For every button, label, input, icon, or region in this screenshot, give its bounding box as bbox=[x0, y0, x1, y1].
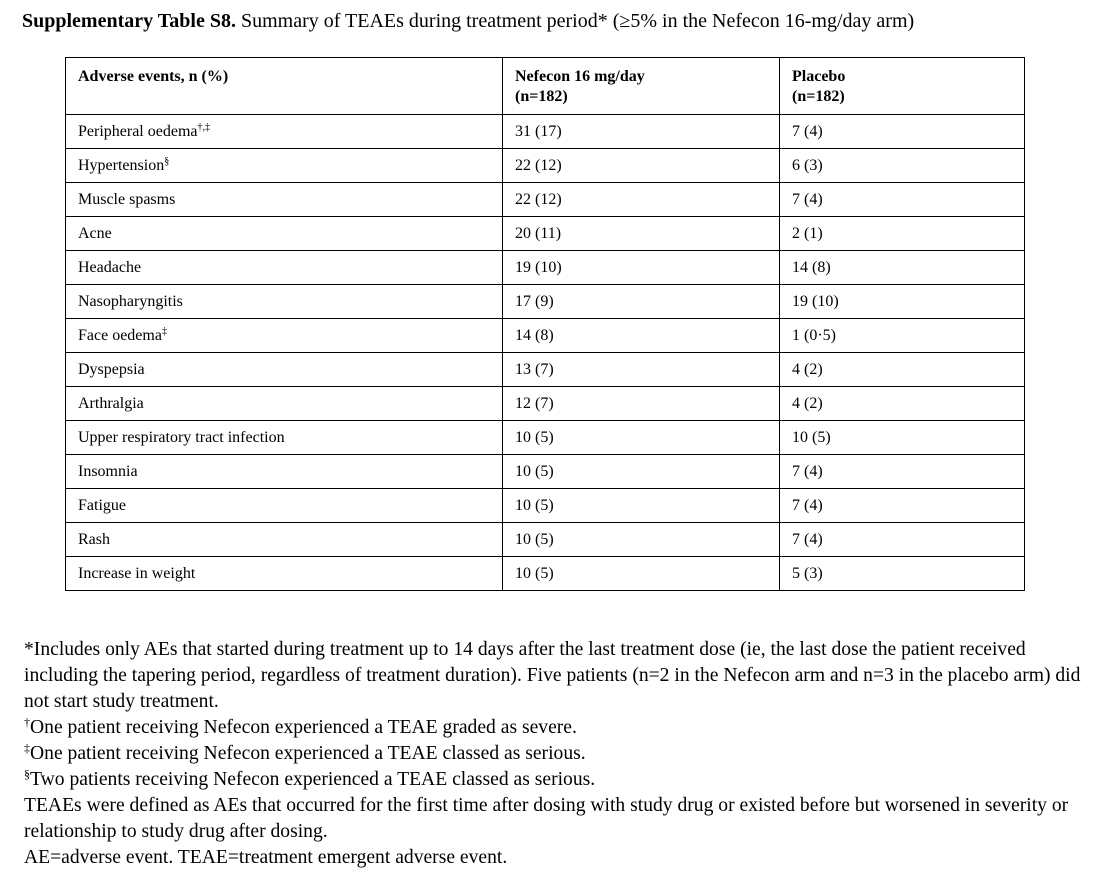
caption-text: Summary of TEAEs during treatment period* (≥5% in the Nefecon 16-mg/day arm) bbox=[235, 10, 915, 32]
cell-adverse-event bbox=[66, 251, 503, 285]
adverse-event-name: Insomnia bbox=[78, 462, 138, 480]
table-row bbox=[66, 285, 1025, 319]
cell-placebo-count: 4 (2) bbox=[780, 387, 1025, 421]
cell-placebo-count: 4 (2) bbox=[780, 353, 1025, 387]
cell-nefecon-count: 17 (9) bbox=[503, 285, 780, 319]
footnote-text: AE=adverse event. TEAE=treatment emergent adverse event. bbox=[24, 847, 508, 868]
cell-nefecon-count: 19 (10) bbox=[503, 251, 780, 285]
header-adverse-events-label: Adverse events, n (%) bbox=[78, 68, 229, 85]
cell-adverse-event bbox=[66, 217, 503, 251]
adverse-event-name: Acne bbox=[78, 224, 112, 242]
footnote bbox=[24, 637, 1084, 715]
cell-adverse-event bbox=[66, 319, 503, 353]
footnote bbox=[24, 845, 1084, 871]
header-nefecon-label: Nefecon 16 mg/day bbox=[515, 68, 645, 85]
adverse-event-name: Upper respiratory tract infection bbox=[78, 428, 285, 446]
cell-placebo-count: 7 (4) bbox=[780, 115, 1025, 149]
cell-adverse-event bbox=[66, 149, 503, 183]
cell-nefecon-count: 10 (5) bbox=[503, 421, 780, 455]
adverse-event-name: Headache bbox=[78, 258, 142, 276]
footnote bbox=[24, 793, 1084, 845]
adverse-event-name: Fatigue bbox=[78, 496, 126, 514]
table-row bbox=[66, 217, 1025, 251]
cell-placebo-count: 7 (4) bbox=[780, 489, 1025, 523]
caption-label: Supplementary Table S8. bbox=[22, 10, 236, 32]
cell-nefecon-count: 10 (5) bbox=[503, 557, 780, 591]
header-nefecon-n: (n=182) bbox=[515, 88, 568, 105]
cell-nefecon-count: 14 (8) bbox=[503, 319, 780, 353]
cell-adverse-event bbox=[66, 115, 503, 149]
table-row bbox=[66, 251, 1025, 285]
table-row bbox=[66, 353, 1025, 387]
footnote-symbol: † bbox=[24, 715, 30, 729]
cell-placebo-count: 14 (8) bbox=[780, 251, 1025, 285]
footnote-text: TEAEs were defined as AEs that occurred for the first time after dosing with study drug or existed before but worsened in severity or relationship to study drug after dosing. bbox=[24, 795, 1069, 842]
header-placebo-n: (n=182) bbox=[792, 88, 845, 105]
table-row bbox=[66, 489, 1025, 523]
cell-adverse-event bbox=[66, 421, 503, 455]
table-row bbox=[66, 387, 1025, 421]
header-adverse-events bbox=[66, 58, 503, 115]
adverse-event-name: Muscle spasms bbox=[78, 190, 176, 208]
footnote-marker: ‡ bbox=[161, 325, 167, 337]
table-row bbox=[66, 115, 1025, 149]
cell-adverse-event bbox=[66, 557, 503, 591]
cell-nefecon-count: 31 (17) bbox=[503, 115, 780, 149]
footnote-marker: § bbox=[164, 155, 170, 167]
footnote-text: *Includes only AEs that started during treatment up to 14 days after the last treatment dose (ie, the last dose the patient received including the tapering period, regardless of treatment duration). Five patients (n=2 in the Nefecon arm and n=3 in the placebo arm) did not start study treatment. bbox=[24, 639, 1081, 712]
footnote-text: One patient receiving Nefecon experienced a TEAE graded as severe. bbox=[30, 717, 577, 738]
cell-placebo-count: 5 (3) bbox=[780, 557, 1025, 591]
footnote-text: Two patients receiving Nefecon experienced a TEAE classed as serious. bbox=[30, 769, 596, 790]
footnote-symbol: § bbox=[24, 767, 30, 781]
cell-placebo-count: 19 (10) bbox=[780, 285, 1025, 319]
cell-placebo-count: 7 (4) bbox=[780, 455, 1025, 489]
cell-adverse-event bbox=[66, 523, 503, 557]
cell-nefecon-count: 22 (12) bbox=[503, 149, 780, 183]
adverse-event-name: Peripheral oedema bbox=[78, 122, 198, 140]
cell-nefecon-count: 10 (5) bbox=[503, 523, 780, 557]
footnote-text: One patient receiving Nefecon experienced a TEAE classed as serious. bbox=[30, 743, 586, 764]
cell-placebo-count: 10 (5) bbox=[780, 421, 1025, 455]
adverse-event-name: Rash bbox=[78, 530, 110, 548]
table-row bbox=[66, 319, 1025, 353]
table-row bbox=[66, 557, 1025, 591]
cell-adverse-event bbox=[66, 353, 503, 387]
table-row bbox=[66, 183, 1025, 217]
footnote bbox=[24, 741, 1084, 767]
adverse-event-name: Arthralgia bbox=[78, 394, 144, 412]
table-body bbox=[66, 115, 1025, 591]
adverse-event-name: Hypertension bbox=[78, 156, 165, 174]
cell-placebo-count: 1 (0·5) bbox=[780, 319, 1025, 353]
cell-nefecon-count: 10 (5) bbox=[503, 489, 780, 523]
cell-nefecon-count: 22 (12) bbox=[503, 183, 780, 217]
cell-placebo-count: 6 (3) bbox=[780, 149, 1025, 183]
cell-adverse-event bbox=[66, 489, 503, 523]
footnote-marker: †,‡ bbox=[197, 121, 210, 133]
cell-nefecon-count: 20 (11) bbox=[503, 217, 780, 251]
footnote bbox=[24, 715, 1084, 741]
cell-adverse-event bbox=[66, 183, 503, 217]
cell-adverse-event bbox=[66, 387, 503, 421]
cell-placebo-count: 2 (1) bbox=[780, 217, 1025, 251]
adverse-event-name: Dyspepsia bbox=[78, 360, 145, 378]
teae-table bbox=[65, 57, 1025, 591]
cell-nefecon-count: 13 (7) bbox=[503, 353, 780, 387]
cell-nefecon-count: 10 (5) bbox=[503, 455, 780, 489]
footnote bbox=[24, 767, 1084, 793]
adverse-event-name: Increase in weight bbox=[78, 564, 196, 582]
cell-adverse-event bbox=[66, 285, 503, 319]
header-row bbox=[66, 58, 1025, 115]
footnote-symbol: ‡ bbox=[24, 741, 30, 755]
cell-adverse-event bbox=[66, 455, 503, 489]
table-row bbox=[66, 455, 1025, 489]
table-row bbox=[66, 421, 1025, 455]
table-caption bbox=[22, 8, 914, 34]
adverse-event-name: Nasopharyngitis bbox=[78, 292, 183, 310]
table-row bbox=[66, 149, 1025, 183]
adverse-event-name: Face oedema bbox=[78, 326, 162, 344]
footnotes bbox=[24, 637, 1084, 871]
cell-placebo-count: 7 (4) bbox=[780, 183, 1025, 217]
table-row bbox=[66, 523, 1025, 557]
header-nefecon bbox=[503, 58, 780, 115]
header-placebo-label: Placebo bbox=[792, 68, 846, 85]
cell-nefecon-count: 12 (7) bbox=[503, 387, 780, 421]
cell-placebo-count: 7 (4) bbox=[780, 523, 1025, 557]
header-placebo bbox=[780, 58, 1025, 115]
